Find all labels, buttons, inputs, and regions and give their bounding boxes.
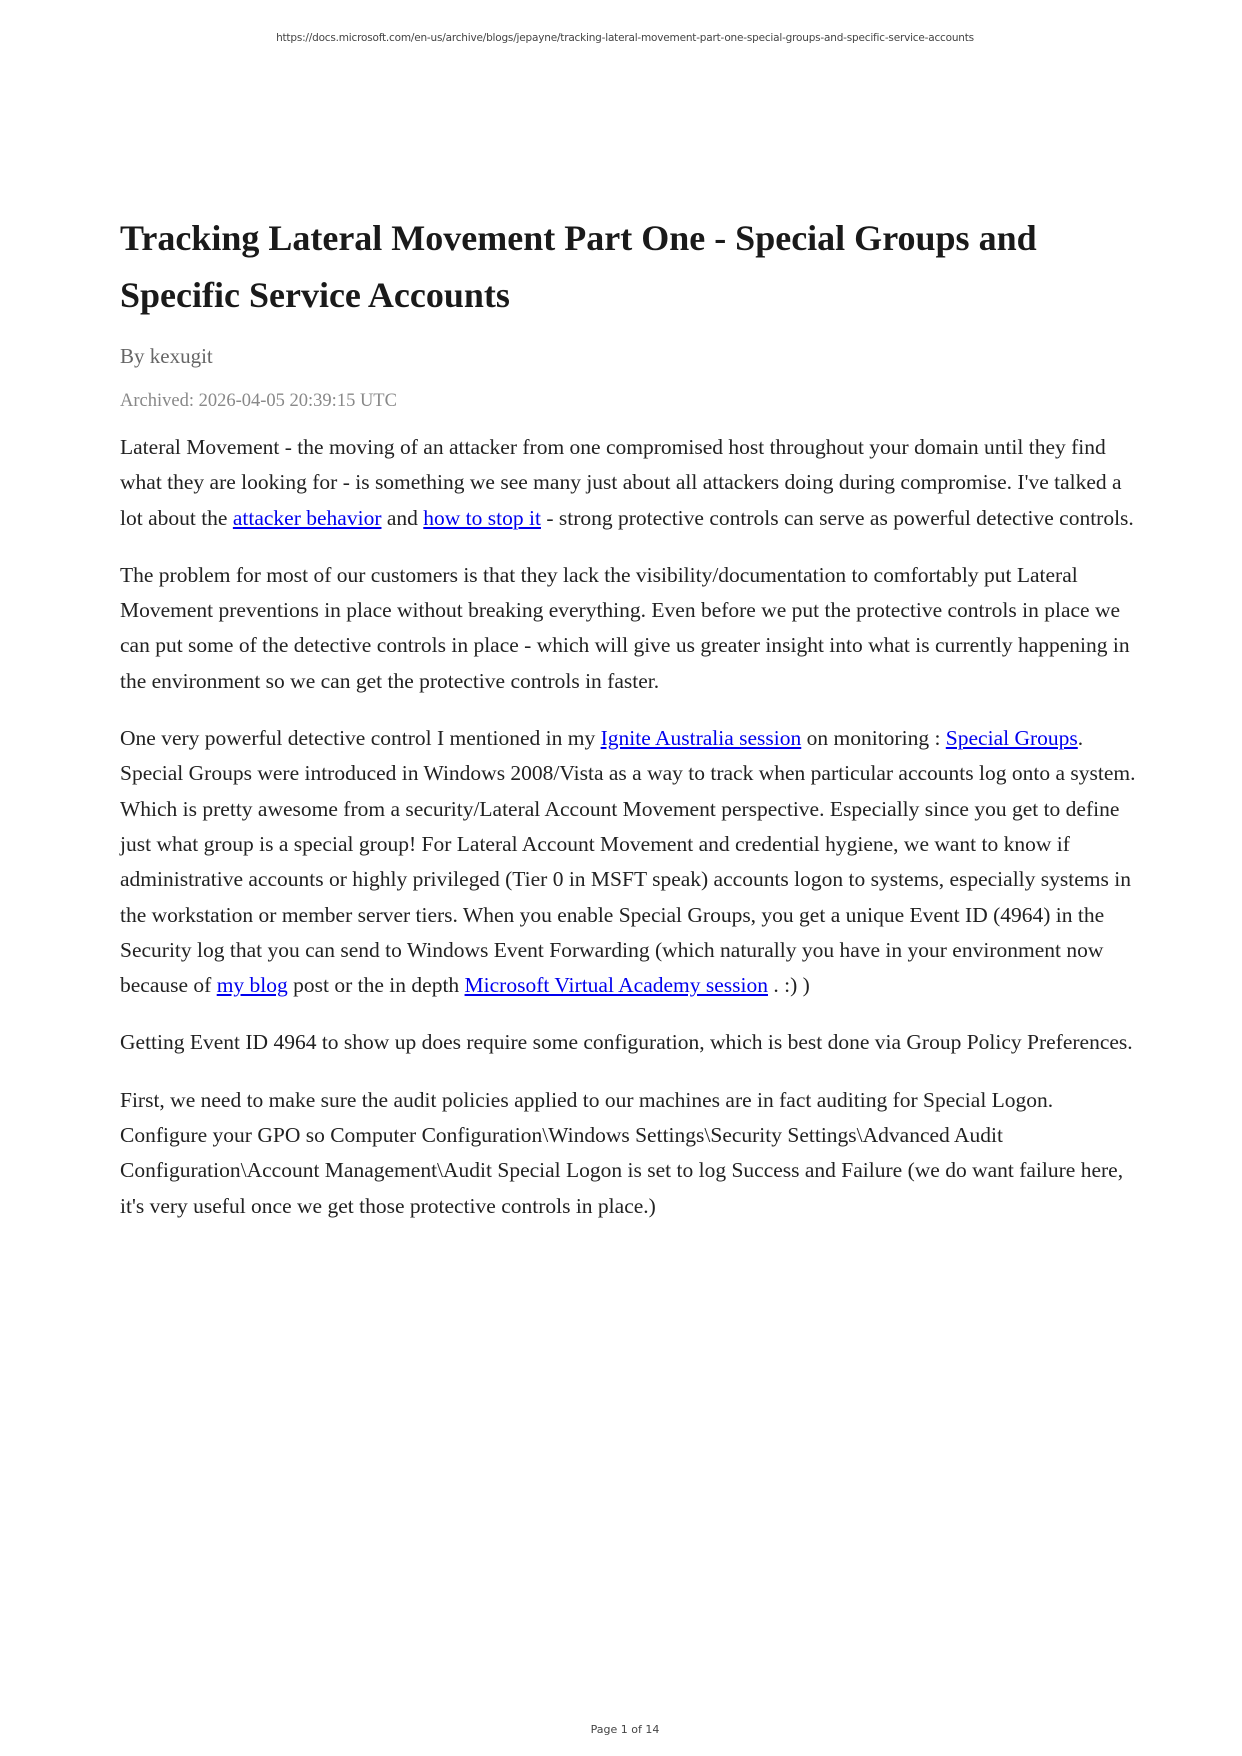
text: . :) ) <box>768 973 810 998</box>
byline: By kexugit <box>120 344 213 368</box>
paragraph-5: First, we need to make sure the audit policies applied to our machines are in fact auditing for Special Logon. Configure your GPO so Computer Configuration\Windows Settings\Security Settings\Advanced Audit Configuration\Account Management\Audit Special Logon is set to log Success and Failure (we do want failure here, it's very useful once we get those protective controls in place.) <box>120 1087 1124 1218</box>
article-title: Tracking Lateral Movement Part One - Special Groups and Specific Service Accounts <box>120 218 1037 315</box>
text: and <box>381 505 424 530</box>
paragraph-3 <box>120 721 1136 1003</box>
page-number: Page 1 of 14 <box>590 1723 660 1736</box>
my-blog-link[interactable]: my blog <box>216 973 288 998</box>
archived-timestamp: Archived: 2026-04-05 20:39:15 UTC <box>120 391 397 411</box>
text: One very powerful detective control I mentioned in my <box>120 726 601 751</box>
source-url: https://docs.microsoft.com/en-us/archive/blogs/jepayne/tracking-lateral-movement-part-one-special-groups-and-specific-service-accounts <box>276 32 974 44</box>
text: post or the in depth <box>287 973 465 998</box>
special-groups-link[interactable]: Special Groups <box>945 726 1078 751</box>
paragraph-1 <box>120 430 1136 536</box>
text: on monitoring : <box>801 726 946 751</box>
article <box>120 210 1136 1246</box>
attacker-behavior-link[interactable]: attacker behavior <box>232 505 382 530</box>
how-to-stop-it-link[interactable]: how to stop it <box>423 505 541 530</box>
text: . Special Groups were introduced in Windows 2008/Vista as a way to track when particular accounts log onto a system. Which is pretty awesome from a security/Lateral Account Movement perspective. Especially since you get to define just what group is a special group! For Lateral Account Movement and credential hygiene, we want to know if administrative accounts or highly privileged (Tier 0 in MSFT speak) accounts logon to systems, especially systems in the workstation or member server tiers. When you enable Special Groups, you get a unique Event ID (4964) in the Security log that you can send to Windows Event Forwarding (which naturally you have in your environment now because of <box>120 726 1136 998</box>
ignite-australia-session-link[interactable]: Ignite Australia session <box>600 726 802 751</box>
paragraph-2: The problem for most of our customers is that they lack the visibility/documentation to comfortably put Lateral Movement preventions in place without breaking everything. Even before we put the protective controls in place we can put some of the detective controls in place - which will give us greater insight into what is currently happening in the environment so we can get the protective controls in faster. <box>120 562 1130 693</box>
mva-session-link[interactable]: Microsoft Virtual Academy session <box>464 973 768 998</box>
text: - strong protective controls can serve as powerful detective controls. <box>540 505 1134 530</box>
text: Lateral Movement - the moving of an attacker from one compromised host throughout your domain until they find what they are looking for - is something we see many just about all attackers doing during compromise. I've talked a lot about the <box>120 435 1122 530</box>
paragraph-4: Getting Event ID 4964 to show up does require some configuration, which is best done via Group Policy Preferences. <box>120 1030 1133 1055</box>
